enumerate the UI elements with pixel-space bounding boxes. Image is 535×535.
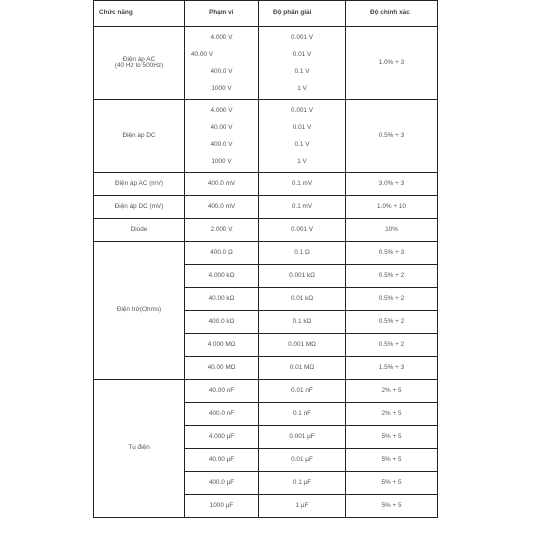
capacitance-resolution: 0.1 nF bbox=[259, 403, 346, 426]
diode-accuracy: 10% bbox=[346, 219, 438, 242]
capacitance-resolution: 0.01 µF bbox=[259, 449, 346, 472]
ac-voltage-resolution: 1 V bbox=[297, 85, 307, 92]
capacitance-resolution: 1 µF bbox=[259, 495, 346, 518]
diode-row bbox=[94, 219, 438, 242]
dc-voltage-accuracy: 0.5% + 3 bbox=[346, 100, 438, 173]
ac-voltage-ranges-cell bbox=[185, 27, 259, 100]
header-resolution: Độ phân giải bbox=[259, 1, 346, 27]
ac-voltage-resolutions-cell bbox=[259, 27, 346, 100]
capacitance-accuracy: 5% + 5 bbox=[346, 495, 438, 518]
header-row bbox=[94, 1, 438, 27]
dc-voltage-resolution: 0.01 V bbox=[292, 124, 312, 131]
dc-voltage-range: 40.00 V bbox=[210, 124, 233, 131]
diode-name: Diode bbox=[94, 219, 185, 242]
ac-voltage-resolution: 0.01 V bbox=[292, 51, 312, 58]
dc-voltage-resolutions-cell bbox=[259, 100, 346, 173]
capacitance-range: 1000 µF bbox=[185, 495, 259, 518]
ac-voltage-range: 4.000 V bbox=[210, 34, 233, 41]
dc-mv-row bbox=[94, 196, 438, 219]
resistance-accuracy: 0.5% + 2 bbox=[346, 311, 438, 334]
ac-mv-resolution: 0.1 mV bbox=[259, 173, 346, 196]
dc-mv-resolution: 0.1 mV bbox=[259, 196, 346, 219]
capacitance-resolution: 0.1 µF bbox=[259, 472, 346, 495]
capacitance-accuracy: 5% + 5 bbox=[346, 426, 438, 449]
capacitance-range: 40.00 µF bbox=[185, 449, 259, 472]
diode-resolution: 0.001 V bbox=[259, 219, 346, 242]
spec-table bbox=[93, 0, 438, 518]
capacitance-accuracy: 5% + 5 bbox=[346, 472, 438, 495]
resistance-accuracy: 0.5% + 2 bbox=[346, 288, 438, 311]
dc-voltage-resolution: 1 V bbox=[297, 158, 307, 165]
resistance-row bbox=[94, 242, 438, 265]
capacitance-resolution: 0.01 nF bbox=[259, 380, 346, 403]
header-accuracy: Độ chính xác bbox=[346, 1, 438, 27]
ac-voltage-row bbox=[94, 27, 438, 100]
ac-mv-name: Điện áp AC (mV) bbox=[94, 173, 185, 196]
dc-voltage-range: 1000 V bbox=[211, 158, 232, 165]
ac-voltage-function-cell bbox=[94, 27, 185, 100]
resistance-range: 4.000 MΩ bbox=[185, 334, 259, 357]
header-function: Chức năng bbox=[94, 1, 185, 27]
resistance-range: 400.0 Ω bbox=[185, 242, 259, 265]
resistance-accuracy: 1.5% + 3 bbox=[346, 357, 438, 380]
resistance-range: 40.00 MΩ bbox=[185, 357, 259, 380]
resistance-resolution: 0.001 kΩ bbox=[259, 265, 346, 288]
resistance-resolution: 0.01 kΩ bbox=[259, 288, 346, 311]
ac-voltage-range: 40.00 V bbox=[191, 51, 214, 58]
resistance-resolution: 0.1 Ω bbox=[259, 242, 346, 265]
dc-voltage-row bbox=[94, 100, 438, 173]
ac-voltage-range: 1000 V bbox=[211, 85, 232, 92]
ac-mv-row bbox=[94, 173, 438, 196]
ac-mv-range: 400.0 mV bbox=[185, 173, 259, 196]
diode-range: 2.000 V bbox=[185, 219, 259, 242]
capacitance-range: 40.00 nF bbox=[185, 380, 259, 403]
dc-voltage-name: Điện áp DC bbox=[94, 100, 185, 173]
dc-mv-name: Điện áp DC (mV) bbox=[94, 196, 185, 219]
dc-mv-range: 400.0 mV bbox=[185, 196, 259, 219]
resistance-resolution: 0.001 MΩ bbox=[259, 334, 346, 357]
capacitance-name: Tụ điện bbox=[94, 380, 185, 518]
capacitance-resolution: 0.001 µF bbox=[259, 426, 346, 449]
resistance-resolution: 0.1 kΩ bbox=[259, 311, 346, 334]
dc-voltage-resolution: 0.1 V bbox=[294, 141, 310, 148]
capacitance-range: 4.000 µF bbox=[185, 426, 259, 449]
ac-mv-accuracy: 3.0% + 3 bbox=[346, 173, 438, 196]
resistance-range: 40.00 kΩ bbox=[185, 288, 259, 311]
dc-voltage-range: 400.0 V bbox=[210, 141, 233, 148]
dc-voltage-ranges-cell bbox=[185, 100, 259, 173]
header-range: Phạm vi bbox=[185, 1, 259, 27]
resistance-range: 4.000 kΩ bbox=[185, 265, 259, 288]
resistance-accuracy: 0.5% + 3 bbox=[346, 242, 438, 265]
ac-voltage-resolution: 0.1 V bbox=[294, 68, 310, 75]
dc-voltage-resolution: 0.001 V bbox=[290, 107, 314, 114]
ac-voltage-range: 400.0 V bbox=[210, 68, 233, 75]
resistance-accuracy: 0.5% + 2 bbox=[346, 334, 438, 357]
capacitance-accuracy: 2% + 5 bbox=[346, 403, 438, 426]
capacitance-accuracy: 5% + 5 bbox=[346, 449, 438, 472]
capacitance-accuracy: 2% + 5 bbox=[346, 380, 438, 403]
ac-voltage-accuracy: 1.0% + 3 bbox=[346, 27, 438, 100]
resistance-accuracy: 0.5% + 2 bbox=[346, 265, 438, 288]
dc-voltage-range: 4.000 V bbox=[210, 107, 233, 114]
capacitance-range: 400.0 µF bbox=[185, 472, 259, 495]
dc-mv-accuracy: 1.0% + 10 bbox=[346, 196, 438, 219]
resistance-resolution: 0.01 MΩ bbox=[259, 357, 346, 380]
capacitance-row bbox=[94, 380, 438, 403]
resistance-range: 400.0 kΩ bbox=[185, 311, 259, 334]
resistance-name: Điện trở(Ohms) bbox=[94, 242, 185, 380]
ac-voltage-name: Điện áp AC bbox=[122, 55, 156, 63]
ac-voltage-frequency: (40 Hz to 500Hz) bbox=[114, 62, 164, 69]
capacitance-range: 400.0 nF bbox=[185, 403, 259, 426]
ac-voltage-resolution: 0.001 V bbox=[290, 34, 314, 41]
